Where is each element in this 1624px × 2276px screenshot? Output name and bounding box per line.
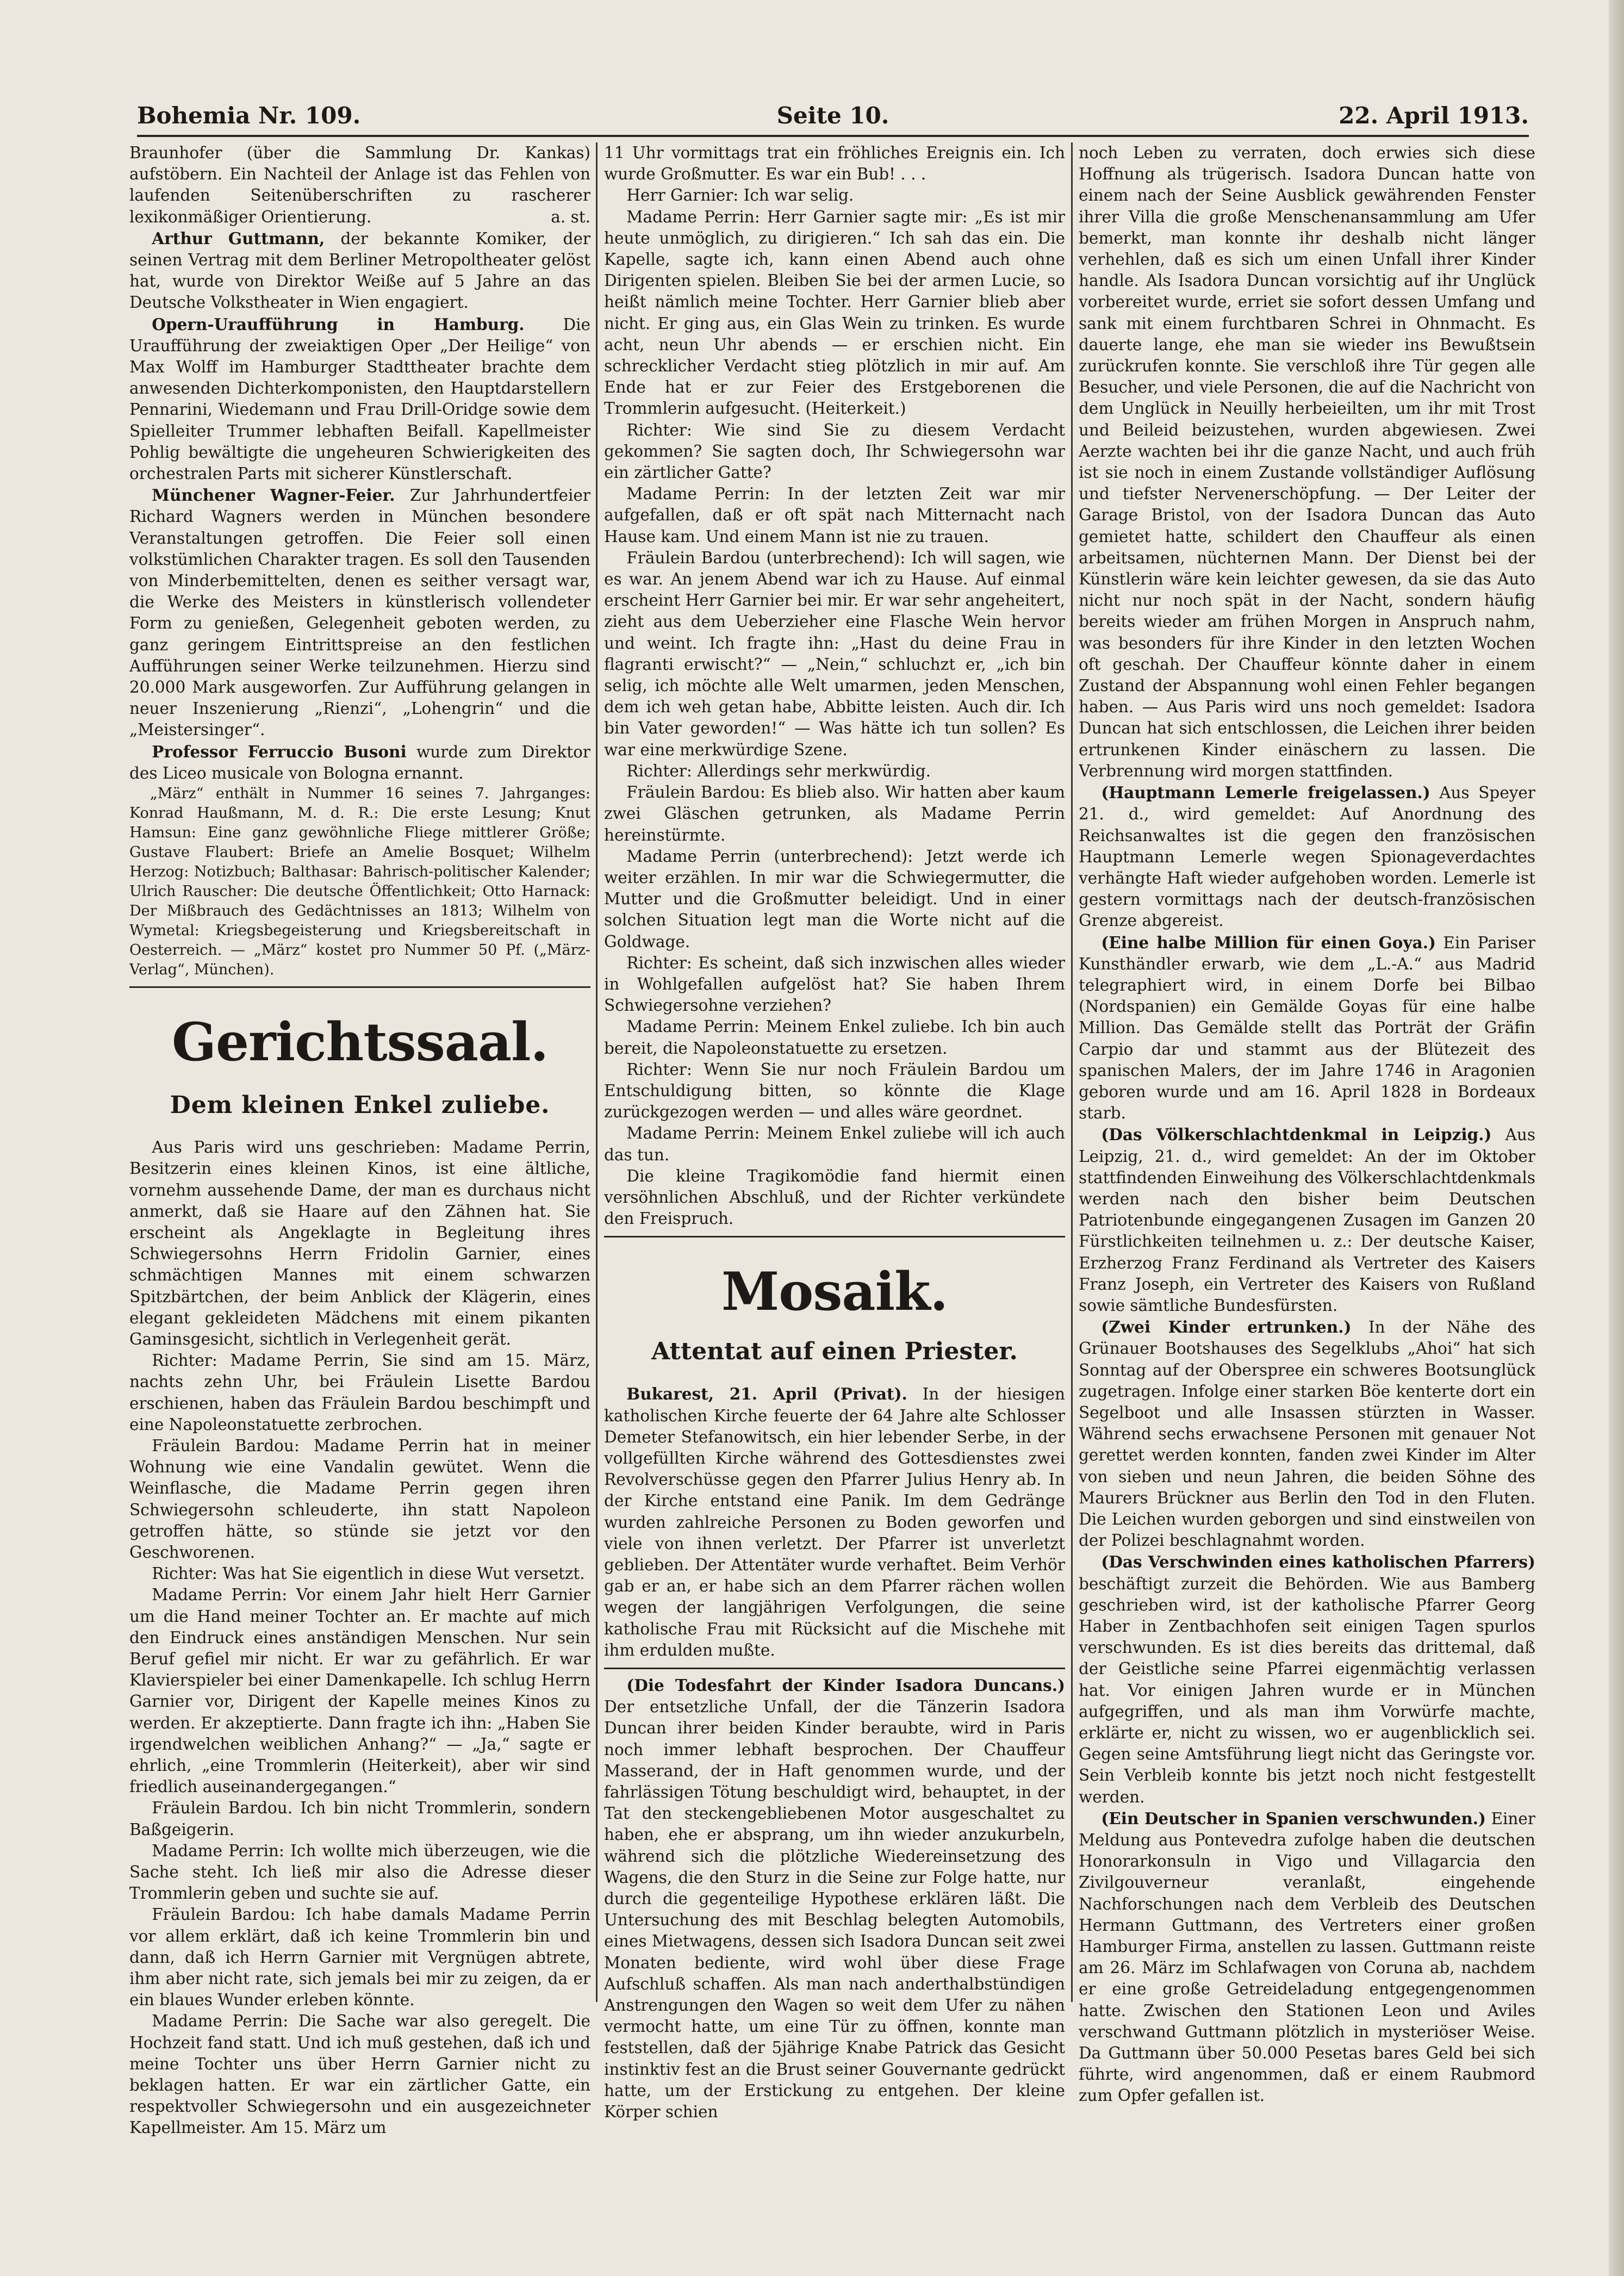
article-spanien: (Ein Deutscher in Spanien verschwunden.) Einer Meldung aus Pontevedra zufolge haben die deutschen Honorarkonsuln in Vigo und Villagarcia den Zivilgouverneur veranlaßt, eingehende Nachforschungen nach dem Verbleib des Deutschen Hermann Guttmann, des Vertreters einer großen Hamburger Firma, anstellen zu lassen. Guttmann reiste am 26. März im Schlafwagen von Coruna ab, nachdem er eine große Getreideladung entgegengenommen hatte. Zwischen den Stationen Leon und Aviles verschwand Guttmann plötzlich in mysteriöser Weise. Da Guttmann über 50.000 Pesetas bares Geld bei sich führte, wird angenommen, daß er einem Raubmord zum Opfer gefallen ist.: [1079, 1808, 1535, 2105]
column-1: [129, 142, 590, 2209]
article-duncan: (Die Todesfahrt der Kinder Isadora Duncans.) Der entsetzliche Unfall, der die Tänzerin Isadora Duncan ihrer beiden Kinder beraubte, wird in Paris noch immer lebhaft besprochen. Der Chauffeur Masserand, der in Haft genommen wurde, und der fahrlässigen Tötung beschuldigt wird, behauptet, in der Tat den steckengebliebenen Motor ausgeschaltet zu haben, ehe er absprang, um ihn wieder anzukurbeln, während sich die plötzliche Wiedereinsetzung des Wagens, die den Sturz in die Seine zur Folge hatte, nur durch die gegenteilige Hypothese erklären läßt. Die Untersuchung des mit Beschlag belegten Automobils, eines Mietwagens, dessen sich Isadora Duncan seit zwei Monaten bediente, wird wohl über diese Frage Aufschluß schaffen. Als man nach anderthalbstündigen Anstrengungen den Wagen so weit dem Ufer zu nähen vermocht hatte, um eine Tür zu öffnen, konnte man feststellen, daß der 5jährige Knabe Patrick das Gesicht instinktiv fest an die Brust seiner Gouvernante gedrückt hatte, um der Erstickung zu entgehen. Der kleine Körper schien: [604, 1676, 1065, 2122]
article-attentat: Bukarest, 21. April (Privat). In der hiesigen katholischen Kirche feuerte der 64 Jahre alte Schlosser Demeter Stefanowitsch, ein hier lebender Serbe, in der vollgefüllten Kirche während des Gottesdienstes zwei Revolverschüsse gegen den Pfarrer Julius Henry ab. In der Kirche entstand eine Panik. Im dem Gedränge wurden zahlreiche Personen zu Boden geworfen und viele von ihnen verletzt. Der Pfarrer ist unverletzt geblieben. Der Attentäter wurde verhaftet. Beim Verhör gab er an, er habe sich an dem Pfarrer rächen wollen wegen der langjährigen Verfolgungen, die seine katholische Frau mit Rücksicht auf die Mischehe mit ihm erdulden mußte.: [604, 1384, 1065, 1659]
header-publication: Bohemia Nr. 109.: [137, 102, 361, 129]
article-wagner-feier: Münchener Wagner-Feier. Zur Jahrhundertfeier Richard Wagners werden in München besondere Veranstaltungen getroffen. Die Feier soll einen volkstümlichen Charakter tragen. Es soll den Tausenden von Minderbemittelten, denen es seither versagt war, die Werke des Meisters in künstlerisch vollendeter Form zu genießen, Gelegenheit geboten werden, zu ganz geringem Eintrittspreise an den festlichen Aufführungen seiner Werke teilzunehmen. Hierzu sind 20.000 Mark ausgeworfen. Zur Aufführung gelangen in neuer Inszenierung „Rienzi“, „Lohengrin“ und die „Meistersinger“.: [129, 486, 590, 739]
article-goya: (Eine halbe Million für einen Goya.) Ein Pariser Kunsthändler erwarb, wie dem „L.-A.“ aus Madrid telegraphiert wird, in einem Dorfe bei Bilbao (Nordspanien) ein Gemälde Goyas für eine halbe Million. Das Gemälde stellt das Porträt der Gräfin Carpio dar und stammt aus der Blütezeit des spanischen Malers, der im Jahre 1746 in Aragonien geboren wurde und am 16. April 1828 in Bordeaux starb.: [1079, 932, 1535, 1123]
court-paragraph: Fräulein Bardou: Es blieb also. Wir hatten aber kaum zwei Gläschen getrunken, als Madame Perrin hereinstürmte.: [604, 783, 1065, 844]
section-divider: [604, 1236, 1065, 1238]
court-paragraph: Madame Perrin: Vor einem Jahr hielt Herr Garnier um die Hand meiner Tochter an. Er machte auf mich den Eindruck eines anständigen Menschen. Nur sein Beruf gefiel mir nicht. Er war zu gefährlich. Er war Klavierspieler bei einer Damenkapelle. Ich schlug Herrn Garnier vor, Dirigent der Kapelle meines Kinos zu werden. Er akzeptierte. Dann fragte ich ihn: „Haben Sie irgendwelchen weiblichen Anhang?“ — „Ja,“ sagte er ehrlich, „eine Trommlerin (Heiterkeit), aber wir sind friedlich auseinandergegangen.“: [129, 1585, 590, 1796]
article-duncan-continued: noch Leben zu verraten, doch erwies sich diese Hoffnung als trügerisch. Isadora Duncan hatte von einem nach der Seine Ausblick gewährenden Fenster ihrer Villa die große Menschenansammlung am Ufer bemerkt, man konnte ihr deshalb nicht länger verhehlen, daß es sich um einen Unfall ihrer Kinder handle. Als Isadora Duncan vorsichtig auf ihr Unglück vorbereitet wurde, erriet sie sofort dessen Umfang und sank mit einem furchtbaren Schrei in Ohnmacht. Es dauerte lange, ehe man sie wieder ins Bewußtsein zurückrufen konnte. Sie verschloß ihre Tür gegen alle Besucher, und viele Personen, die auf die Nachricht von dem Unglück in Neuilly herbeieilten, um ihr mit Trost und Beileid beizustehen, wurden abgewiesen. Zwei Aerzte wachten bei ihr die ganze Nacht, und auch früh ist sie noch in einem Zustande vollständiger Auflösung und tiefster Nervenerschöpfung. — Der Leiter der Garage Bristol, von der Isadora Duncan das Auto gemietet hatte, schildert den Chauffeur als einen arbeitsamen, nüchternen Mann. Der Dienst bei der Künstlerin wäre kein leichter gewesen, da sie das Auto nicht nur noch spät in der Nacht, sondern häufig bereits wieder am frühen Morgen in Anspruch nahm, was besonders für ihre Kinder in den letzten Wochen oft geschah. Der Chauffeur könnte daher in einem Zustand der Abspannung wohl einen Fehler begangen haben. — Aus Paris wird uns noch gemeldet: Isadora Duncan hat sich entschlossen, die Leichen ihrer beiden ertrunkenen Kinder einäschern zu lassen. Die Verbrennung wird morgen stattfinden.: [1079, 144, 1535, 780]
column-3: [1079, 142, 1535, 2209]
court-paragraph: Fräulein Bardou (unterbrechend): Ich will sagen, wie es war. An jenem Abend war ich zu Hause. Auf einmal erscheint Herr Garnier bei mir. Er war sehr angeheitert, zieht aus dem Ueberzieher eine Flasche Wein hervor und weint. Ich fragte ihn: „Hast du deine Frau in flagranti erwischt?“ — „Nein,“ schluchzt er, „ich bin selig, ich möchte alle Welt umarmen, jeden Menschen, dem ich weh getan habe, Abbitte leisten. Auch dir. Ich bin Vater geworden!“ — Was hätte ich tun sollen? Es war eine merkwürdige Szene.: [604, 548, 1065, 759]
court-paragraph: Richter: Wenn Sie nur noch Fräulein Bardou um Entschuldigung bitten, so könnte die Klage zurückgezogen werden — und alles wäre geordnet.: [604, 1060, 1065, 1122]
court-paragraph: Aus Paris wird uns geschrieben: Madame Perrin, Besitzerin eines kleinen Kinos, ist eine ältliche, vornehm aussehende Dame, der man es durchaus nicht anmerkt, daß sie Haare auf den Zähnen hat. Sie erscheint als Angeklagte in Begleitung ihres Schwiegersohns Herrn Fridolin Garnier, eines schmächtigen Mannes mit einem schwarzen Spitzbärtchen, der beim Anblick der Klägerin, eines elegant gekleideten Mädchens mit einem pikanten Gaminsgesicht, sichtlich in Verlegenheit gerät.: [129, 1138, 590, 1348]
section-title-gerichtssaal: Gerichtssaal.: [171, 1011, 549, 1073]
article-maerz: „März“ enthält in Nummer 16 seines 7. Jahrganges: Konrad Haußmann, M. d. R.: Die erste Lesung; Knut Hamsun: Eine ganz gewöhnliche Fliege mittlerer Größe; Gustave Flaubert: Briefe an Amelie Bosquet; Wilhelm Herzog: Notizbuch; Balthasar: Bahrisch-politischer Kalender; Ulrich Rauscher: Die deutsche Öffentlichkeit; Otto Harnack: Der Mißbrauch des Gedächtnisses an 1813; Wilhelm von Wymetal: Kriegsbegeisterung und Kriegsbereitschaft in Oesterreich. — „März“ kostet pro Nummer 50 Pf. („März-Verlag“, München).: [129, 785, 590, 979]
article-braunhofer: Braunhofer (über die Sammlung Dr. Kankas) aufstöbern. Ein Nachteil der Anlage ist das Fehlen von laufenden Seitenüberschriften zu rascherer lexikonmäßiger Orientierung. a. st.: [129, 142, 590, 228]
court-paragraph: Fräulein Bardou: Madame Perrin hat in meiner Wohnung wie eine Vandalin gewütet. Wenn die Weinflasche, die Madame Perrin gegen ihren Schwiegersohn schleuderte, ihn statt Napoleon getroffen hätte, so stünde sie jetzt vor den Geschworenen.: [129, 1436, 590, 1562]
court-paragraph: Madame Perrin: Herr Garnier sagte mir: „Es ist mir heute unmöglich, zu dirigieren.“ Ich sah das ein. Die Kapelle, sagte ich, kann einen Abend auch ohne Dirigenten spielen. Bleiben Sie bei der armen Lucie, so heißt nämlich meine Tochter. Herr Garnier blieb aber nicht. Er ging aus, ein Glas Wein zu trinken. Es wurde acht, neun Uhr abends — er erschien nicht. Ein schrecklicher Verdacht stieg plötzlich in mir auf. Am Ende hat er zur Feier des Erstgeborenen die Trommlerin aufgesucht. (Heiterkeit.): [604, 207, 1065, 418]
author-signature: a. st.: [551, 207, 590, 226]
court-paragraph: Fräulein Bardou. Ich bin nicht Trommlerin, sondern Baßgeigerin.: [129, 1799, 590, 1839]
article-opern-urauffuehrung: Opern-Uraufführung in Hamburg. Die Uraufführung der zweiaktigen Oper „Der Heilige“ von Max Wolff im Hamburger Stadttheater brachte dem anwesenden Dichterkomponisten, den Hauptdarstellern Pennarini, Wiedemann und Frau Drill-Oridge sowie dem Spielleiter Trummer lebhaften Beifall. Kapellmeister Pohlig bewältigte die ungeheuren Schwierigkeiten des orchestralen Parts mit sicherer Künstlerschaft.: [129, 314, 590, 483]
court-paragraph: Madame Perrin: Die Sache war also geregelt. Die Hochzeit fand statt. Und ich muß gestehen, daß ich und meine Tochter uns über Herrn Garnier nicht zu beklagen hatten. Er war ein zärtlicher Gatte, ein respektvoller Schwiegersohn und ein ausgezeichneter Kapellmeister. Am 15. März um: [129, 2012, 590, 2137]
court-paragraph: 11 Uhr vormittags trat ein fröhliches Ereignis ein. Ich wurde Großmutter. Es war ein Bub! . . .: [604, 144, 1065, 184]
article-title-attentat: Attentat auf einen Priester.: [651, 1338, 1018, 1366]
court-paragraph: Richter: Es scheint, daß sich inzwischen alles wieder in Wohlgefallen aufgelöst hat? Sie haben Ihrem Schwiegersohne verziehen?: [604, 953, 1065, 1015]
court-paragraph: Herr Garnier: Ich war selig.: [626, 186, 854, 205]
section-divider: [129, 986, 590, 988]
court-paragraph: Richter: Allerdings sehr merkwürdig.: [626, 761, 931, 780]
court-paragraph: Madame Perrin: Ich wollte mich überzeugen, wie die Sache steht. Ich ließ mir also die Adresse dieser Trommlerin geben und suchte sie auf.: [129, 1841, 590, 1903]
header-page-number: Seite 10.: [776, 102, 889, 129]
page-edge-shadow: [1609, 0, 1624, 2276]
page-header: [137, 97, 1529, 135]
article-guttmann: Arthur Guttmann, der bekannte Komiker, der seinen Vertrag mit dem Berliner Metropoltheater gelöst hat, wurde von Direktor Weiße auf 5 Jahre an das Deutsche Volkstheater in Wien engagiert.: [129, 228, 590, 312]
article-pfarrer: (Das Verschwinden eines katholischen Pfarrers) beschäftigt zurzeit die Behörden. Wie aus Bamberg geschrieben wird, ist der katholische Pfarrer Georg Haber in Zentbachhofen seit einigen Tagen spurlos verschwunden. Es ist dies bereits das drittemal, daß der Geistliche seine Pfarrei eigenmächtig verlassen hat. Vor einigen Jahren wurde er in München aufgegriffen, und als man ihm Vorwürfe machte, erklärte er, nicht zu wissen, wo er augenblicklich sei. Gegen seine Amtsführung liegt nicht das Geringste vor. Sein Verbleib konnte bis jetzt noch nicht festgestellt werden.: [1079, 1552, 1535, 1806]
column-rule-1: [596, 142, 598, 2002]
court-paragraph: Richter: Was hat Sie eigentlich in diese Wut versetzt.: [152, 1564, 585, 1583]
article-kinder-ertrunken: (Zwei Kinder ertrunken.) In der Nähe des Grünauer Bootshauses des Segelklubs „Ahoi“ hat sich Sonntag auf der Oberspree ein schweres Bootsunglück zugetragen. Infolge einer starken Böe kenterte dort ein Segelboot und alle Insassen stürzten in Wasser. Während sechs erwachsene Personen mit genauer Not gerettet werden konnten, fanden zwei Kinder im Alter von sieben und neun Jahren, die beiden Söhne des Maurers Brückner aus Berlin den Tod in den Fluten. Die Leichen wurden geborgen und sind einstweilen von der Polizei beschlagnahmt worden.: [1079, 1317, 1535, 1550]
court-paragraph: Madame Perrin: Meinem Enkel zuliebe will ich auch das tun.: [604, 1124, 1065, 1164]
court-paragraph: Madame Perrin: In der letzten Zeit war mir aufgefallen, daß er oft spät nach Mitternacht nach Hause kam. Und einem Mann ist nie zu trauen.: [604, 484, 1065, 546]
court-paragraph: Die kleine Tragikomödie fand hiermit einen versöhnlichen Abschluß, und der Richter verkündete den Freispruch.: [604, 1166, 1065, 1228]
article-busoni: Professor Ferruccio Busoni wurde zum Direktor des Liceo musicale von Bologna ernannt.: [129, 742, 590, 782]
section-title-mosaik: Mosaik.: [721, 1261, 948, 1323]
court-paragraph: Richter: Wie sind Sie zu diesem Verdacht gekommen? Sie sagten doch, Ihr Schwiegersohn war ein zärtlicher Gatte?: [604, 420, 1065, 482]
court-paragraph: Fräulein Bardou: Ich habe damals Madame Perrin vor allem erklärt, daß ich keine Trommlerin bin und dann, daß ich Herrn Garnier mit Vergnügen abtrete, ihm aber nicht rate, sich jemals bei mir zu zeigen, da er ein blaues Wunder erleben könnte.: [129, 1905, 590, 2010]
court-paragraph: Madame Perrin (unterbrechend): Jetzt werde ich weiter erzählen. In mir war die Schwiegermutter, die Mutter und die Großmutter beleidigt. Und in einer solchen Situation legt man die Worte nicht auf die Goldwage.: [604, 847, 1065, 951]
article-divider: [604, 1668, 1065, 1669]
court-paragraph: Madame Perrin: Meinem Enkel zuliebe. Ich bin auch bereit, die Napoleonstatuette zu ersetzen.: [604, 1017, 1065, 1058]
article-lemerle: (Hauptmann Lemerle freigelassen.) Aus Speyer 21. d., wird gemeldet: Auf Anordnung des Reichsanwaltes ist die gegen den französischen Hauptmann Lemerle wegen Spionageverdachtes verhängte Haft wieder aufgehoben worden. Lemerle ist gestern vormittags nach der deutsch-französischen Grenze abgereist.: [1079, 783, 1535, 930]
column-rule-2: [1071, 142, 1073, 2002]
article-title-enkel: Dem kleinen Enkel zuliebe.: [170, 1091, 550, 1120]
header-date: 22. April 1913.: [1339, 102, 1529, 129]
header-rule: [137, 135, 1529, 137]
court-paragraph: Richter: Madame Perrin, Sie sind am 15. März, nachts zehn Uhr, bei Fräulein Lisette Bardou erschienen, haben das Fräulein Bardou beschimpft und eine Napoleonstatuette zerbrochen.: [129, 1351, 590, 1434]
column-2: [604, 142, 1065, 2209]
article-voelkerschlachtdenkmal: (Das Völkerschlachtdenkmal in Leipzig.) Aus Leipzig, 21. d., wird gemeldet: An der im Oktober stattfindenden Einweihung des Völkerschlachtdenkmals werden nach den bisher beim Deutschen Patriotenbunde eingegangenen Zusagen im Ganzen 20 Fürstlichkeiten teilnehmen u. z.: Der deutsche Kaiser, Erzherzog Franz Ferdinand als Vertreter des Kaisers Franz Joseph, ein Vertreter des Kaisers von Rußland sowie sämtliche Bundesfürsten.: [1079, 1125, 1535, 1315]
